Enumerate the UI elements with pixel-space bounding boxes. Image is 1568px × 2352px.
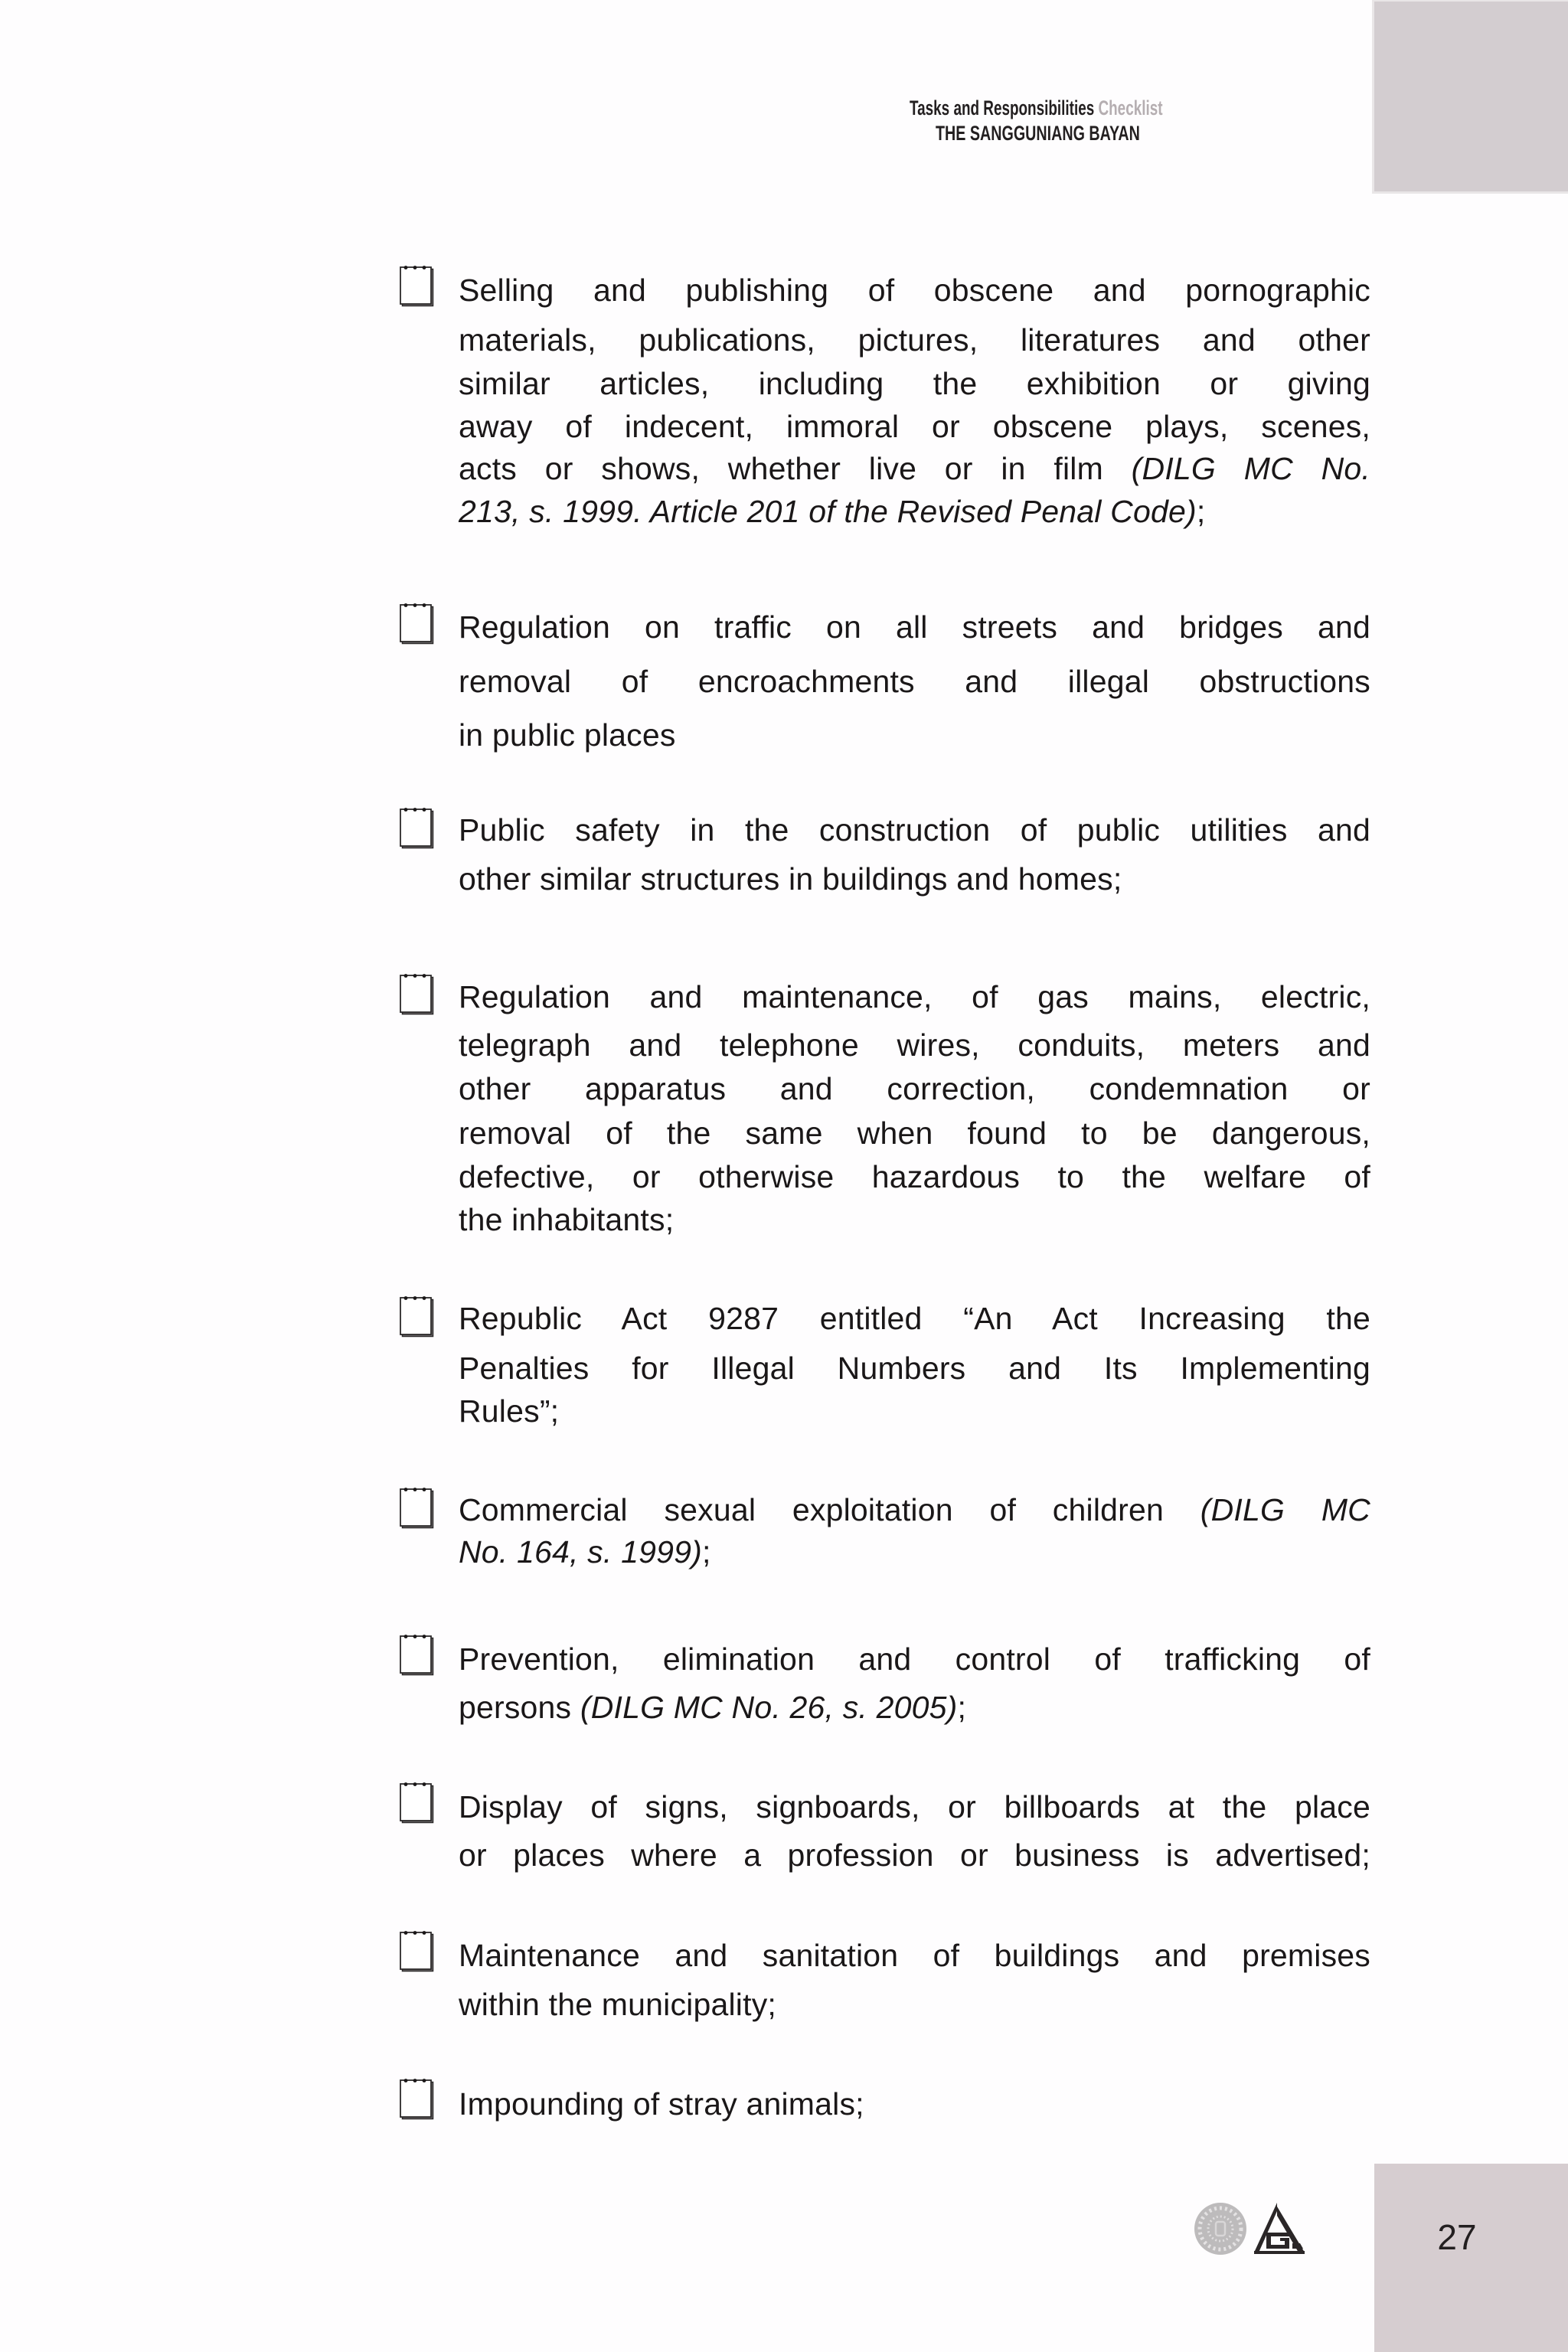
item-text-line <box>459 1937 1370 1974</box>
item-text-line <box>459 1300 1370 1337</box>
notepad-checkbox-icon <box>400 1488 434 1529</box>
citation: No. 164, s. 1999) <box>459 1534 702 1570</box>
item-text-line <box>459 861 1370 897</box>
notepad-checkbox-icon[interactable] <box>400 266 434 307</box>
item-text-line <box>459 1158 1370 1195</box>
item-text-line <box>459 1070 1370 1107</box>
item-text-line <box>459 1491 1370 1528</box>
text-segment: Regulation and maintenance, of gas mains, electric, <box>459 979 1370 1014</box>
notepad-checkbox-icon <box>400 974 434 1015</box>
footer-logos <box>1191 2200 1308 2259</box>
item-text-line <box>459 1027 1370 1063</box>
notepad-checkbox-icon[interactable] <box>400 1488 434 1529</box>
text-segment: Penalties for Illegal Numbers and Its Implementing <box>459 1351 1370 1386</box>
header-title-accent: Checklist <box>1098 96 1163 119</box>
running-header-title <box>910 96 1163 119</box>
item-text-line <box>459 1115 1370 1152</box>
notepad-checkbox-icon[interactable] <box>400 1296 434 1338</box>
text-segment: Display of signs, signboards, or billboards at the place <box>459 1789 1370 1824</box>
notepad-checkbox-icon[interactable] <box>400 2079 434 2120</box>
notepad-checkbox-icon <box>400 1296 434 1338</box>
text-segment: persons <box>459 1690 580 1725</box>
text-segment: within the municipality; <box>459 1987 776 2022</box>
notepad-checkbox-icon[interactable] <box>400 808 434 849</box>
notepad-checkbox-icon <box>400 603 434 645</box>
text-segment: or places where a profession or business is advertised; <box>459 1838 1370 1873</box>
notepad-checkbox-icon[interactable] <box>400 603 434 645</box>
citation: (DILG MC No. <box>1131 451 1370 486</box>
text-segment: Impounding of stray animals; <box>459 2086 864 2122</box>
text-segment: removal of the same when found to be dangerous, <box>459 1116 1370 1151</box>
text-segment: away of indecent, immoral or obscene plays, scenes, <box>459 409 1370 444</box>
item-text-line <box>459 978 1370 1015</box>
text-segment: similar articles, including the exhibition or giving <box>459 366 1370 401</box>
item-text-line <box>459 493 1370 530</box>
item-text-line <box>459 1201 1370 1238</box>
item-text-line <box>459 1837 1370 1873</box>
text-segment: ; <box>1196 494 1206 529</box>
text-segment: removal of encroachments and illegal obstructions <box>459 664 1370 699</box>
page-number: 27 <box>1437 2217 1477 2257</box>
top-side-tab <box>1374 2 1568 191</box>
notepad-checkbox-icon <box>400 2079 434 2120</box>
item-text-line <box>459 1641 1370 1677</box>
lga-logo-icon <box>1254 2203 1305 2254</box>
item-text-line <box>459 1689 1370 1726</box>
notepad-checkbox-icon <box>400 1782 434 1824</box>
item-text-line <box>459 1788 1370 1825</box>
item-text-line <box>459 609 1370 645</box>
notepad-checkbox-icon[interactable] <box>400 1635 434 1676</box>
item-text-line <box>459 450 1370 487</box>
text-segment: Public safety in the construction of public utilities and <box>459 812 1370 848</box>
item-text-line <box>459 1350 1370 1387</box>
text-segment: Maintenance and sanitation of buildings and premises <box>459 1938 1370 1973</box>
item-text-line <box>459 1534 1370 1570</box>
text-segment: materials, publications, pictures, literatures and other <box>459 322 1370 358</box>
text-segment: defective, or otherwise hazardous to the welfare of <box>459 1159 1370 1194</box>
notepad-checkbox-icon[interactable] <box>400 1782 434 1824</box>
item-text-line <box>459 1393 1370 1429</box>
text-segment: Selling and publishing of obscene and pornographic <box>459 273 1370 308</box>
running-header-subtitle: THE SANGGUNIANG BAYAN <box>936 122 1140 145</box>
text-segment: Republic Act 9287 entitled “An Act Increasing the <box>459 1301 1370 1336</box>
citation: (DILG MC No. 26, s. 2005) <box>580 1690 958 1725</box>
seal-logo-icon <box>1194 2203 1246 2255</box>
notepad-checkbox-icon <box>400 1931 434 1972</box>
text-segment: Prevention, elimination and control of trafficking of <box>459 1642 1370 1677</box>
notepad-checkbox-icon[interactable] <box>400 974 434 1015</box>
item-text-line <box>459 663 1370 700</box>
text-segment: Rules”; <box>459 1393 560 1429</box>
citation: (DILG MC <box>1200 1492 1370 1527</box>
text-segment: ; <box>957 1690 967 1725</box>
item-text-line <box>459 2086 1370 2122</box>
header-title-main: Tasks and Responsibilities <box>910 96 1095 119</box>
text-segment: acts or shows, whether live or in film <box>459 451 1132 486</box>
text-segment: ; <box>701 1534 711 1570</box>
notepad-checkbox-icon <box>400 1635 434 1676</box>
item-text-line <box>459 272 1370 309</box>
item-text-line <box>459 322 1370 358</box>
item-text-line <box>459 408 1370 445</box>
text-segment: Regulation on traffic on all streets and bridges and <box>459 609 1370 645</box>
item-text-line <box>459 1986 1370 2023</box>
item-text-line <box>459 812 1370 848</box>
text-segment: in public places <box>459 717 676 753</box>
item-text-line <box>459 365 1370 402</box>
item-text-line <box>459 717 1370 753</box>
text-segment: other apparatus and correction, condemnation or <box>459 1071 1370 1106</box>
text-segment: the inhabitants; <box>459 1202 675 1237</box>
text-segment: Commercial sexual exploitation of children <box>459 1492 1200 1527</box>
notepad-checkbox-icon[interactable] <box>400 1931 434 1972</box>
notepad-checkbox-icon <box>400 808 434 849</box>
notepad-checkbox-icon <box>400 266 434 307</box>
text-segment: telegraph and telephone wires, conduits, meters and <box>459 1027 1370 1063</box>
citation: 213, s. 1999. Article 201 of the Revised Penal Code) <box>459 494 1197 529</box>
text-segment: other similar structures in buildings and homes; <box>459 861 1122 897</box>
